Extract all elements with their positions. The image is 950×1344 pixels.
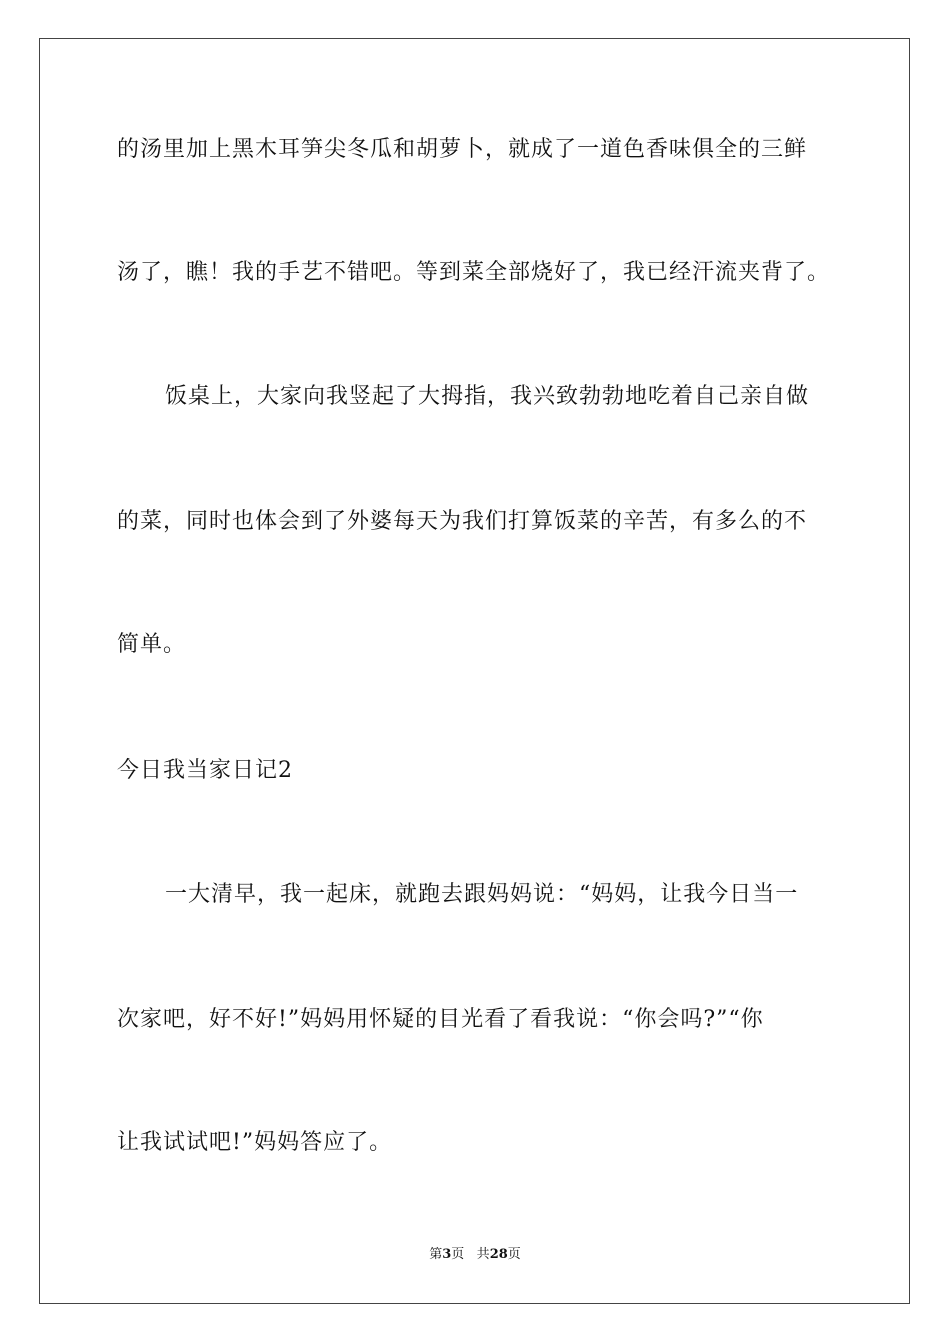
paragraph-line-7: 次家吧，好不好!”妈妈用怀疑的目光看了看我说：“你会吗?”“你 [117,1007,764,1032]
paragraph-line-6: 一大清早，我一起床，就跑去跟妈妈说：“妈妈，让我今日当一 [165,882,799,907]
paragraph-line-3: 饭桌上，大家向我竖起了大拇指，我兴致勃勃地吃着自己亲自做 [165,384,810,409]
page-border [39,38,910,1304]
footer-page-suffix: 页 [451,1247,465,1262]
paragraph-line-8: 让我试试吧!”妈妈答应了。 [117,1130,393,1155]
footer-total-prefix: 共 [476,1247,490,1262]
paragraph-line-1: 的汤里加上黑木耳笋尖冬瓜和胡萝卜，就成了一道色香味俱全的三鲜 [117,137,808,162]
footer-page-prefix: 第 [429,1247,443,1262]
footer-page-number: 3 [442,1247,452,1262]
paragraph-line-4: 的菜，同时也体会到了外婆每天为我们打算饭菜的辛苦，有多么的不 [117,509,808,534]
page-footer [0,1246,950,1264]
paragraph-line-2: 汤了，瞧！我的手艺不错吧。等到菜全部烧好了，我已经汗流夹背了。 [117,260,831,285]
paragraph-line-5: 简单。 [117,632,187,657]
footer-total-suffix: 页 [507,1247,521,1262]
section-heading: 今日我当家日记2 [117,758,293,783]
footer-total-pages: 28 [489,1247,508,1262]
